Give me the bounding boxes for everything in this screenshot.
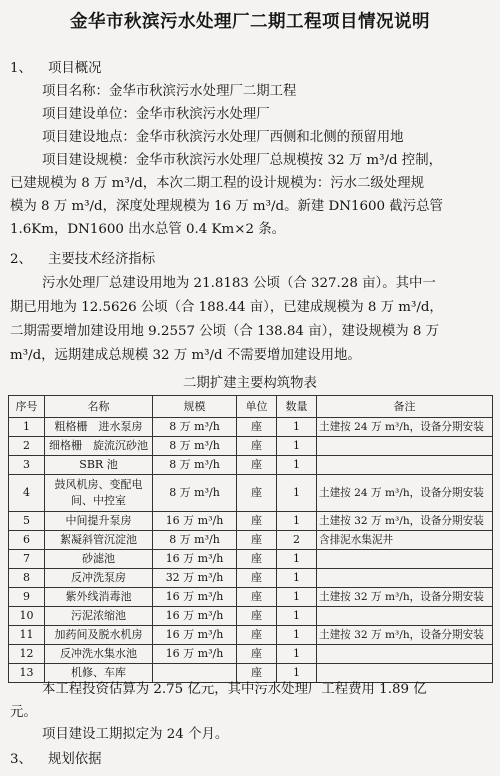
table-row — [9, 512, 493, 531]
project-unit-line: 项目建设单位：金华市秋滨污水处理厂 — [42, 107, 270, 122]
column-header: 序号 — [9, 396, 45, 418]
project-scale-line: 已建规模为 8 万 m³/d，本次二期工程的设计规模为：污水二级处理规 — [10, 176, 424, 191]
table-row — [9, 607, 493, 626]
structures-table — [8, 395, 493, 683]
cell-name: 鼓风机房、变配电间、中控室 — [45, 475, 153, 512]
project-location-line: 项目建设地点：金华市秋滨污水处理厂西侧和北侧的预留用地 — [42, 130, 404, 145]
cell-name: 细格栅 旋流沉砂池 — [45, 437, 153, 456]
section-heading-indicators — [10, 250, 155, 270]
section-title: 规划依据 — [48, 752, 102, 767]
indicator-line: 期已用地为 12.5626 公顷（合 188.44 亩），已建成规模为 8 万 m³/d， — [10, 300, 443, 315]
cell-scale: 16 万 m³/h — [153, 626, 237, 645]
table-caption: 二期扩建主要构筑物表 — [183, 376, 317, 391]
cell-name: 紫外线消毒池 — [45, 588, 153, 607]
investment-line: 本工程投资估算为 2.75 亿元，其中污水处理厂工程费用 1.89 亿 — [42, 682, 427, 697]
cell-unit: 座 — [237, 531, 277, 550]
cell-qty: 1 — [277, 437, 317, 456]
cell-no: 4 — [9, 475, 45, 512]
table-row — [9, 588, 493, 607]
cell-scale: 16 万 m³/h — [153, 550, 237, 569]
indicator-line: 污水处理厂总建设用地为 21.8183 公顷（合 327.28 亩）。其中一 — [42, 276, 436, 291]
cell-name: 粗格栅 进水泵房 — [45, 418, 153, 437]
cell-unit: 座 — [237, 588, 277, 607]
cell-scale: 16 万 m³/h — [153, 588, 237, 607]
investment-line: 元。 — [10, 705, 37, 720]
cell-name: 反冲洗泵房 — [45, 569, 153, 588]
cell-scale: 16 万 m³/h — [153, 645, 237, 664]
cell-name: 絮凝斜管沉淀池 — [45, 531, 153, 550]
project-scale-line: 模为 8 万 m³/d，深度处理规模为 16 万 m³/d。新建 DN1600 截污总管 — [10, 199, 443, 214]
cell-no: 1 — [9, 418, 45, 437]
table-row — [9, 418, 493, 437]
cell-no: 10 — [9, 607, 45, 626]
cell-unit: 座 — [237, 569, 277, 588]
column-header: 数量 — [277, 396, 317, 418]
cell-unit: 座 — [237, 475, 277, 512]
cell-qty: 1 — [277, 475, 317, 512]
table-row — [9, 626, 493, 645]
cell-scale: 32 万 m³/h — [153, 569, 237, 588]
cell-scale: 8 万 m³/h — [153, 418, 237, 437]
cell-no: 5 — [9, 512, 45, 531]
project-scale-line: 项目建设规模：金华市秋滨污水处理厂总规模按 32 万 m³/d 控制， — [42, 153, 442, 168]
cell-note — [317, 437, 493, 456]
cell-unit: 座 — [237, 607, 277, 626]
column-header: 备注 — [317, 396, 493, 418]
table-row — [9, 475, 493, 512]
cell-qty: 1 — [277, 626, 317, 645]
cell-no: 6 — [9, 531, 45, 550]
cell-qty: 2 — [277, 531, 317, 550]
cell-unit: 座 — [237, 645, 277, 664]
table-row — [9, 437, 493, 456]
cell-note — [317, 645, 493, 664]
cell-qty: 1 — [277, 664, 317, 683]
cell-unit: 座 — [237, 437, 277, 456]
cell-unit: 座 — [237, 626, 277, 645]
cell-scale: 8 万 m³/h — [153, 456, 237, 475]
cell-name: 反冲洗水集水池 — [45, 645, 153, 664]
cell-scale: 16 万 m³/h — [153, 607, 237, 626]
cell-unit: 座 — [237, 664, 277, 683]
construction-period-line: 项目建设工期拟定为 24 个月。 — [42, 727, 229, 742]
section-title: 主要技术经济指标 — [48, 252, 156, 267]
cell-no: 3 — [9, 456, 45, 475]
cell-qty: 1 — [277, 456, 317, 475]
table-row — [9, 645, 493, 664]
cell-name: 加药间及脱水机房 — [45, 626, 153, 645]
indicator-line: m³/d，远期建成总规模 32 万 m³/d 不需要增加建设用地。 — [10, 348, 361, 363]
column-header: 单位 — [237, 396, 277, 418]
project-scale-line: 1.6Km，DN1600 出水总管 0.4 Km×2 条。 — [10, 222, 286, 237]
cell-name: 砂滤池 — [45, 550, 153, 569]
cell-qty: 1 — [277, 550, 317, 569]
table-row — [9, 550, 493, 569]
cell-no: 11 — [9, 626, 45, 645]
cell-qty: 1 — [277, 588, 317, 607]
cell-no: 9 — [9, 588, 45, 607]
cell-no: 8 — [9, 569, 45, 588]
cell-note: 土建按 24 万 m³/h，设备分期安装 — [317, 418, 493, 437]
cell-note: 土建按 32 万 m³/h，设备分期安装 — [317, 588, 493, 607]
cell-note: 土建按 24 万 m³/h，设备分期安装 — [317, 475, 493, 512]
project-name-line: 项目名称：金华市秋滨污水处理厂二期工程 — [42, 84, 297, 99]
table-row — [9, 456, 493, 475]
cell-qty: 1 — [277, 607, 317, 626]
cell-qty: 1 — [277, 645, 317, 664]
cell-scale: 8 万 m³/h — [153, 475, 237, 512]
section-title: 项目概况 — [48, 61, 102, 76]
cell-note: 土建按 32 万 m³/h，设备分期安装 — [317, 626, 493, 645]
table-row — [9, 531, 493, 550]
cell-no: 7 — [9, 550, 45, 569]
section-number: 3、 — [10, 752, 32, 767]
cell-no: 12 — [9, 645, 45, 664]
cell-note: 土建按 32 万 m³/h，设备分期安装 — [317, 512, 493, 531]
cell-unit: 座 — [237, 418, 277, 437]
column-header: 名称 — [45, 396, 153, 418]
indicator-line: 二期需要增加建设用地 9.2557 公顷（合 138.84 亩），建设规模为 8 万 — [10, 324, 440, 339]
cell-no: 2 — [9, 437, 45, 456]
cell-unit: 座 — [237, 456, 277, 475]
section-heading-overview — [10, 59, 102, 79]
cell-note — [317, 550, 493, 569]
section-heading-planning — [10, 750, 102, 770]
cell-name: 中间提升泵房 — [45, 512, 153, 531]
cell-qty: 1 — [277, 418, 317, 437]
table-row — [9, 569, 493, 588]
cell-scale: 16 万 m³/h — [153, 512, 237, 531]
section-number: 1、 — [10, 61, 32, 76]
cell-qty: 1 — [277, 512, 317, 531]
section-number: 2、 — [10, 252, 32, 267]
cell-note — [317, 456, 493, 475]
document-title: 金华市秋滨污水处理厂二期工程项目情况说明 — [70, 12, 430, 32]
cell-unit: 座 — [237, 550, 277, 569]
cell-note: 含排泥水集泥井 — [317, 531, 493, 550]
cell-unit: 座 — [237, 512, 277, 531]
cell-no: 13 — [9, 664, 45, 683]
cell-name: SBR 池 — [45, 456, 153, 475]
column-header: 规模 — [153, 396, 237, 418]
cell-qty: 1 — [277, 569, 317, 588]
cell-note — [317, 607, 493, 626]
cell-name: 机修、车库 — [45, 664, 153, 683]
cell-scale: 8 万 m³/h — [153, 437, 237, 456]
table-header-row — [9, 396, 493, 418]
cell-name: 污泥浓缩池 — [45, 607, 153, 626]
cell-scale: 8 万 m³/h — [153, 531, 237, 550]
cell-note — [317, 569, 493, 588]
